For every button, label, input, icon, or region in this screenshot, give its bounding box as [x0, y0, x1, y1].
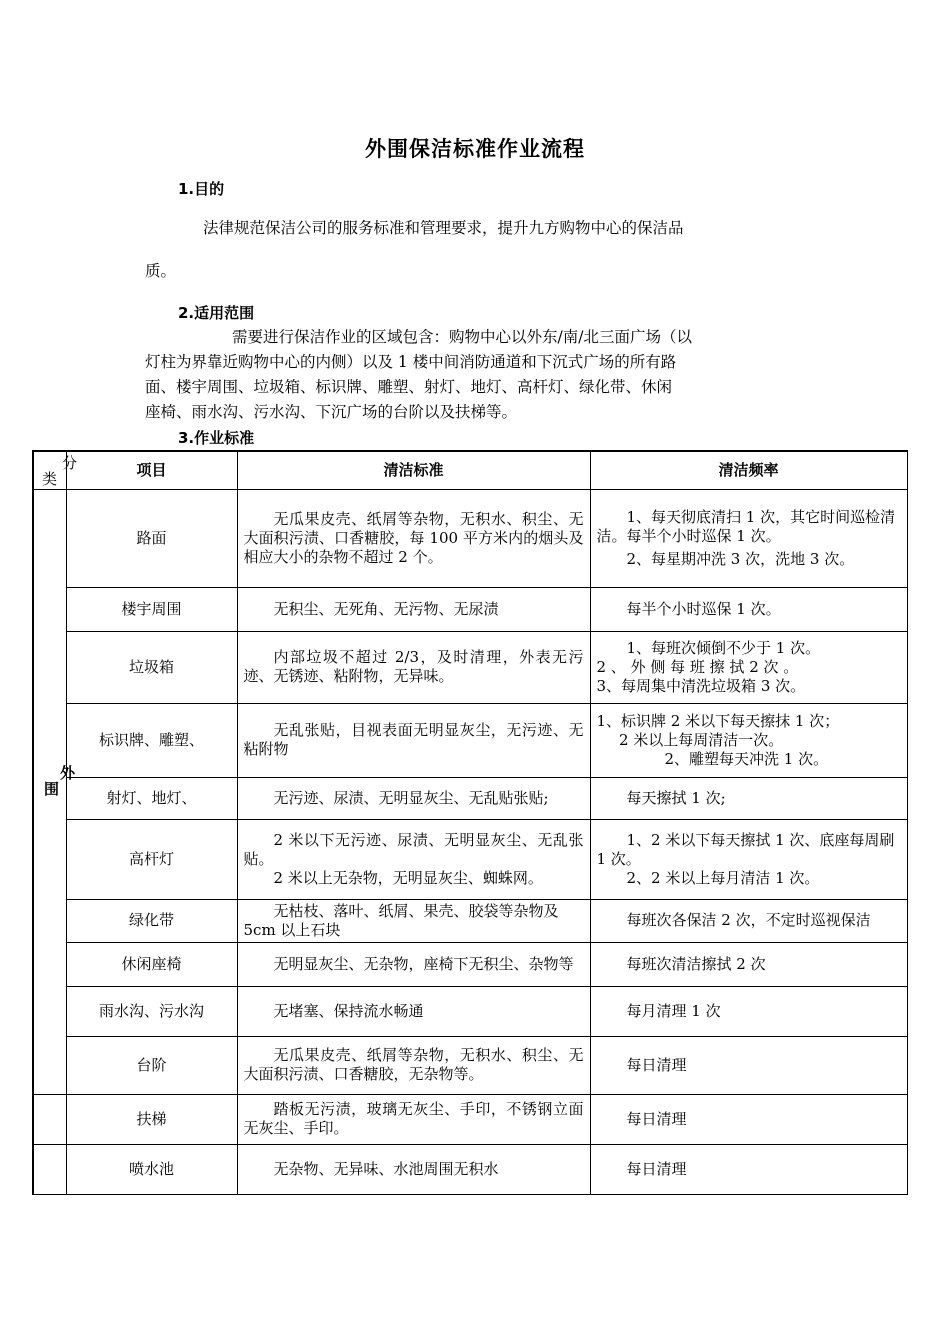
category-char1: 外: [60, 763, 76, 782]
frequency-line: 2 、 外 侧 每 班 擦 拭 2 次 。: [596, 657, 799, 676]
section-purpose-text-line1: 法律规范保洁公司的服务标准和管理要求，提升九方购物中心的保洁品: [203, 219, 684, 237]
section-scope-text-line4: 座椅、雨水沟、污水沟、下沉广场的台阶以及扶梯等。: [145, 403, 518, 421]
table-row: [33, 631, 907, 703]
frequency-cell: [590, 703, 907, 777]
item-cell: 高杆灯: [66, 819, 237, 899]
standard-line: 2 米以下无污迹、尿渍、无明显灰尘、无乱张贴。: [243, 830, 584, 868]
header-standard: 清洁标准: [237, 451, 590, 489]
standard-cell: 无杂物、无异味、水池周围无积水: [237, 1144, 590, 1194]
standard-cell: 无污迹、尿渍、无明显灰尘、无乱贴张贴;: [237, 777, 590, 819]
header-category-cell: [33, 451, 78, 489]
standard-cell: 无积尘、无死角、无污物、无尿渍: [237, 587, 590, 631]
item-cell: 标识牌、雕塑、: [66, 703, 237, 777]
table-row: [33, 942, 907, 986]
section-purpose-text-line2: 质。: [145, 262, 177, 280]
header-category-char1: 分: [62, 454, 78, 472]
table-row: [33, 899, 907, 942]
frequency-cell: 每日清理: [590, 1094, 907, 1144]
standard-cell: 无枯枝、落叶、纸屑、果壳、胶袋等杂物及 5cm 以上石块: [237, 899, 590, 942]
item-cell: 休闲座椅: [66, 942, 237, 986]
standard-cell: 无乱张贴，目视表面无明显灰尘，无污迹、无粘附物: [237, 703, 590, 777]
frequency-line: 2、雕塑每天冲洗 1 次。: [664, 749, 829, 768]
cleaning-standard-table: [32, 450, 908, 1195]
standard-cell: 无明显灰尘、无杂物，座椅下无积尘、杂物等: [237, 942, 590, 986]
table-row: [33, 1094, 907, 1144]
frequency-cell: 每班次各保洁 2 次，不定时巡视保洁: [590, 899, 907, 942]
frequency-cell: 每月清理 1 次: [590, 986, 907, 1036]
table-row: [33, 986, 907, 1036]
item-cell: 雨水沟、污水沟: [66, 986, 237, 1036]
section-scope-heading: 2.适用范围: [178, 304, 255, 322]
category-cell-outer: [33, 489, 76, 1094]
item-cell: 台阶: [66, 1036, 237, 1094]
section-standard-heading: 3.作业标准: [178, 429, 255, 447]
section-purpose-heading: 1.目的: [178, 180, 225, 198]
table-row: [33, 489, 907, 587]
standard-cell: 无瓜果皮壳、纸屑等杂物，无积水、积尘、无大面积污渍、口香糖胶，每 100 平方米内的烟头及相应大小的杂物不超过 2 个。: [237, 489, 590, 587]
section-scope-text-line1: 需要进行保洁作业的区域包含：购物中心以外东/南/北三面广场（以: [232, 328, 692, 346]
frequency-cell: 每日清理: [590, 1036, 907, 1094]
header-item: 项目: [66, 451, 237, 489]
category-char2: 围: [44, 779, 60, 798]
frequency-line: 1、标识牌 2 米以下每天擦抹 1 次；: [596, 711, 840, 730]
frequency-line: 1、每天彻底清扫 1 次，其它时间巡检清洁。每半个小时巡保 1 次。: [596, 507, 896, 545]
item-cell: 路面: [66, 489, 237, 587]
table-row: [33, 703, 907, 777]
header-category-char2: 类: [42, 470, 58, 488]
item-cell: 楼宇周围: [66, 587, 237, 631]
frequency-cell: [590, 631, 907, 703]
frequency-cell: 每天擦拭 1 次;: [590, 777, 907, 819]
item-cell: 绿化带: [66, 899, 237, 942]
item-cell: 扶梯: [66, 1094, 237, 1144]
standard-cell: 内部垃圾不超过 2/3，及时清理，外表无污迹、无锈迹、粘附物，无异味。: [237, 631, 590, 703]
standard-line: 2 米以上无杂物，无明显灰尘、蜘蛛网。: [273, 868, 543, 887]
table-row: [33, 777, 907, 819]
table-row: [33, 587, 907, 631]
table-row: [33, 819, 907, 899]
standard-cell: 踏板无污渍，玻璃无灰尘、手印，不锈钢立面无灰尘、手印。: [237, 1094, 590, 1144]
category-cell-empty: [33, 1094, 66, 1144]
frequency-cell: [590, 819, 907, 899]
item-cell: 垃圾箱: [66, 631, 237, 703]
frequency-line: 2 米以上每周清洁一次。: [619, 730, 784, 749]
frequency-line: 2、2 米以上每月清洁 1 次。: [626, 868, 820, 887]
table-header-row: [33, 451, 907, 489]
frequency-line: 3、每周集中清洗垃圾箱 3 次。: [596, 676, 806, 695]
frequency-cell: 每日清理: [590, 1144, 907, 1194]
frequency-cell: 每半个小时巡保 1 次。: [590, 587, 907, 631]
frequency-line: 2、每星期冲洗 3 次，洗地 3 次。: [626, 549, 855, 568]
item-cell: 射灯、地灯、: [66, 777, 237, 819]
standard-cell: [237, 819, 590, 899]
item-cell: 喷水池: [66, 1144, 237, 1194]
header-frequency: 清洁频率: [590, 451, 907, 489]
table-row: [33, 1036, 907, 1094]
section-scope-text-line3: 面、楼宇周围、垃圾箱、标识牌、雕塑、射灯、地灯、高杆灯、绿化带、休闲: [145, 378, 673, 396]
frequency-line: 1、2 米以下每天擦拭 1 次、底座每周刷 1 次。: [596, 830, 895, 868]
frequency-cell: 每班次清洁擦拭 2 次: [590, 942, 907, 986]
standard-cell: 无瓜果皮壳、纸屑等杂物，无积水、积尘、无大面积污渍、口香糖胶，无杂物等。: [237, 1036, 590, 1094]
document-title: 外围保洁标准作业流程: [365, 137, 585, 161]
category-cell-empty: [33, 1144, 66, 1194]
table-row: [33, 1144, 907, 1194]
frequency-cell: [590, 489, 907, 587]
standard-cell: 无堵塞、保持流水畅通: [237, 986, 590, 1036]
section-scope-text-line2: 灯柱为界靠近购物中心的内侧）以及 1 楼中间消防通道和下沉式广场的所有路: [145, 353, 677, 371]
frequency-line: 1、每班次倾倒不少于 1 次。: [626, 638, 821, 657]
